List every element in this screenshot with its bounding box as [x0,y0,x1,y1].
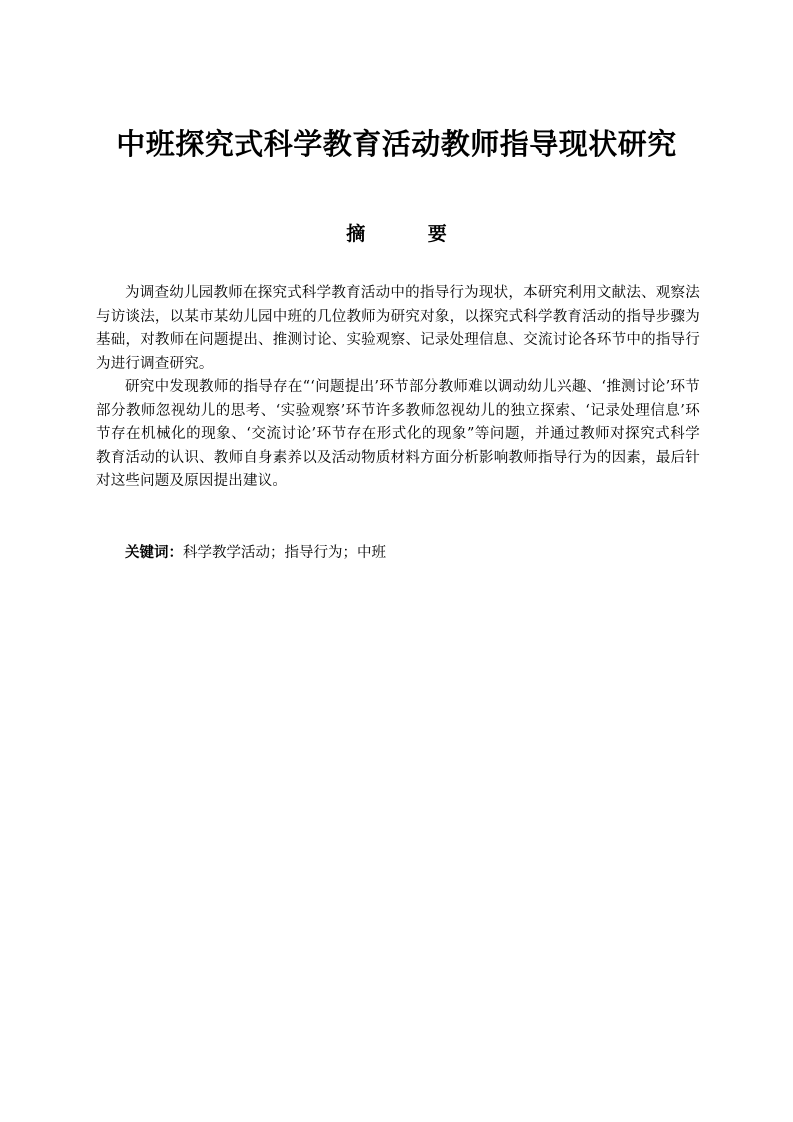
abstract-heading: 摘 要 [346,223,475,245]
keywords-line [125,541,386,565]
keywords-value: 科学教学活动；指导行为；中班 [183,545,386,561]
abstract-paragraph-1: 为调查幼儿园教师在探究式科学教育活动中的指导行为现状，本研究利用文献法、观察法与访谈法，以某市某幼儿园中班的几位教师为研究对象，以探究式科学教育活动的指导步骤为基础，对教师在问题提出、推测讨论、实验观察、记录处理信息、交流讨论各环节中的指导行为进行调查研究。 [96,285,700,372]
keywords-label: 关键词： [125,545,183,561]
abstract-body [96,282,700,494]
document-title: 中班探究式科学教育活动教师指导现状研究 [116,127,677,161]
abstract-paragraph-2: 研究中发现教师的指导存在“‘问题提出’环节部分教师难以调动幼儿兴趣、‘推测讨论’环节部分教师忽视幼儿的思考、‘实验观察’环节许多教师忽视幼儿的独立探索、‘记录处理信息’环节存在机械化的现象、‘交流讨论’环节存在形式化的现象”等问题，并通过教师对探究式科学教育活动的认识、教师自身素养以及活动物质材料方面分析影响教师指导行为的因素，最后针对这些问题及原因提出建议。 [96,379,700,489]
